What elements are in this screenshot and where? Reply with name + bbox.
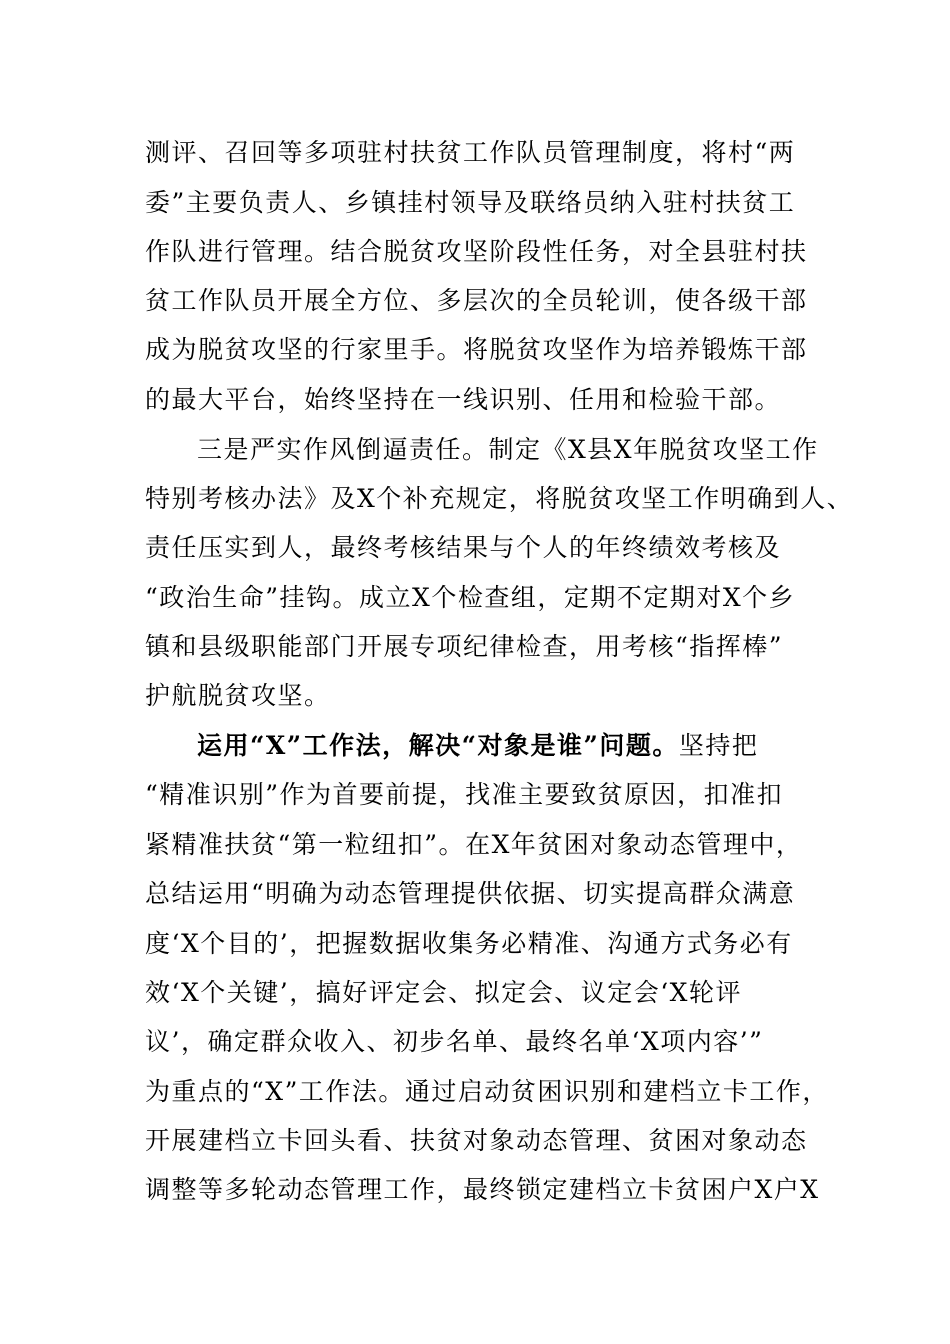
paragraph-heading: 运用“X”工作法，解决“对象是谁”问题。 xyxy=(197,731,679,760)
text-line: 贫工作队员开展全方位、多层次的全员轮训，使各级干部 xyxy=(145,286,808,315)
text-line: 责任压实到人，最终考核结果与个人的年终绩效考核及 xyxy=(145,533,782,562)
text-line: 作队进行管理。结合脱贫攻坚阶段性任务，对全县驻村扶 xyxy=(145,237,808,266)
text-line: 调整等多轮动态管理工作，最终锁定建档立卡贫困户X户X xyxy=(145,1175,820,1204)
text-line: 测评、召回等多项驻村扶贫工作队员管理制度，将村“两 xyxy=(145,138,796,167)
paragraph-lead-line xyxy=(197,726,758,766)
text-line: 委”主要负责人、乡镇挂村领导及联络员纳入驻村扶贫工 xyxy=(145,188,796,217)
text-line: 护航脱贫攻坚。 xyxy=(145,681,331,710)
text-line: 议’，确定群众收入、初步名单、最终名单‘X项内容’” xyxy=(145,1027,764,1056)
text-line: 度‘X个目的’，把握数据收集务必精准、沟通方式务必有 xyxy=(145,929,793,958)
text-line: 紧精准扶贫“第一粒纽扣”。在X年贫困对象动态管理中， xyxy=(145,830,803,859)
text-line: 总结运用“明确为动态管理提供依据、切实提高群众满意 xyxy=(145,879,796,908)
text-line: 的最大平台，始终坚持在一线识别、任用和检验干部。 xyxy=(145,385,782,414)
text-line: 镇和县级职能部门开展专项纪律检查，用考核“指挥棒” xyxy=(145,632,784,661)
text-line: 开展建档立卡回头看、扶贫对象动态管理、贫困对象动态 xyxy=(145,1126,808,1155)
text-line: 特别考核办法》及X个补充规定，将脱贫攻坚工作明确到人、 xyxy=(145,484,854,513)
text-line: “精准识别”作为首要前提，找准主要致贫原因，扣准扣 xyxy=(145,780,784,809)
text-line: “政治生命”挂钩。成立X个检查组，定期不定期对X个乡 xyxy=(145,583,796,612)
text-line: 成为脱贫攻坚的行家里手。将脱贫攻坚作为培养锻炼干部 xyxy=(145,335,808,364)
paragraph-lead-rest: 坚持把 xyxy=(678,731,759,760)
text-line: 三是严实作风倒逼责任。制定《X县X年脱贫攻坚工作 xyxy=(197,435,819,464)
text-line: 效‘X个关键’，搞好评定会、拟定会、议定会‘X轮评 xyxy=(145,978,742,1007)
text-line: 为重点的“X”工作法。通过启动贫困识别和建档立卡工作， xyxy=(145,1077,829,1106)
